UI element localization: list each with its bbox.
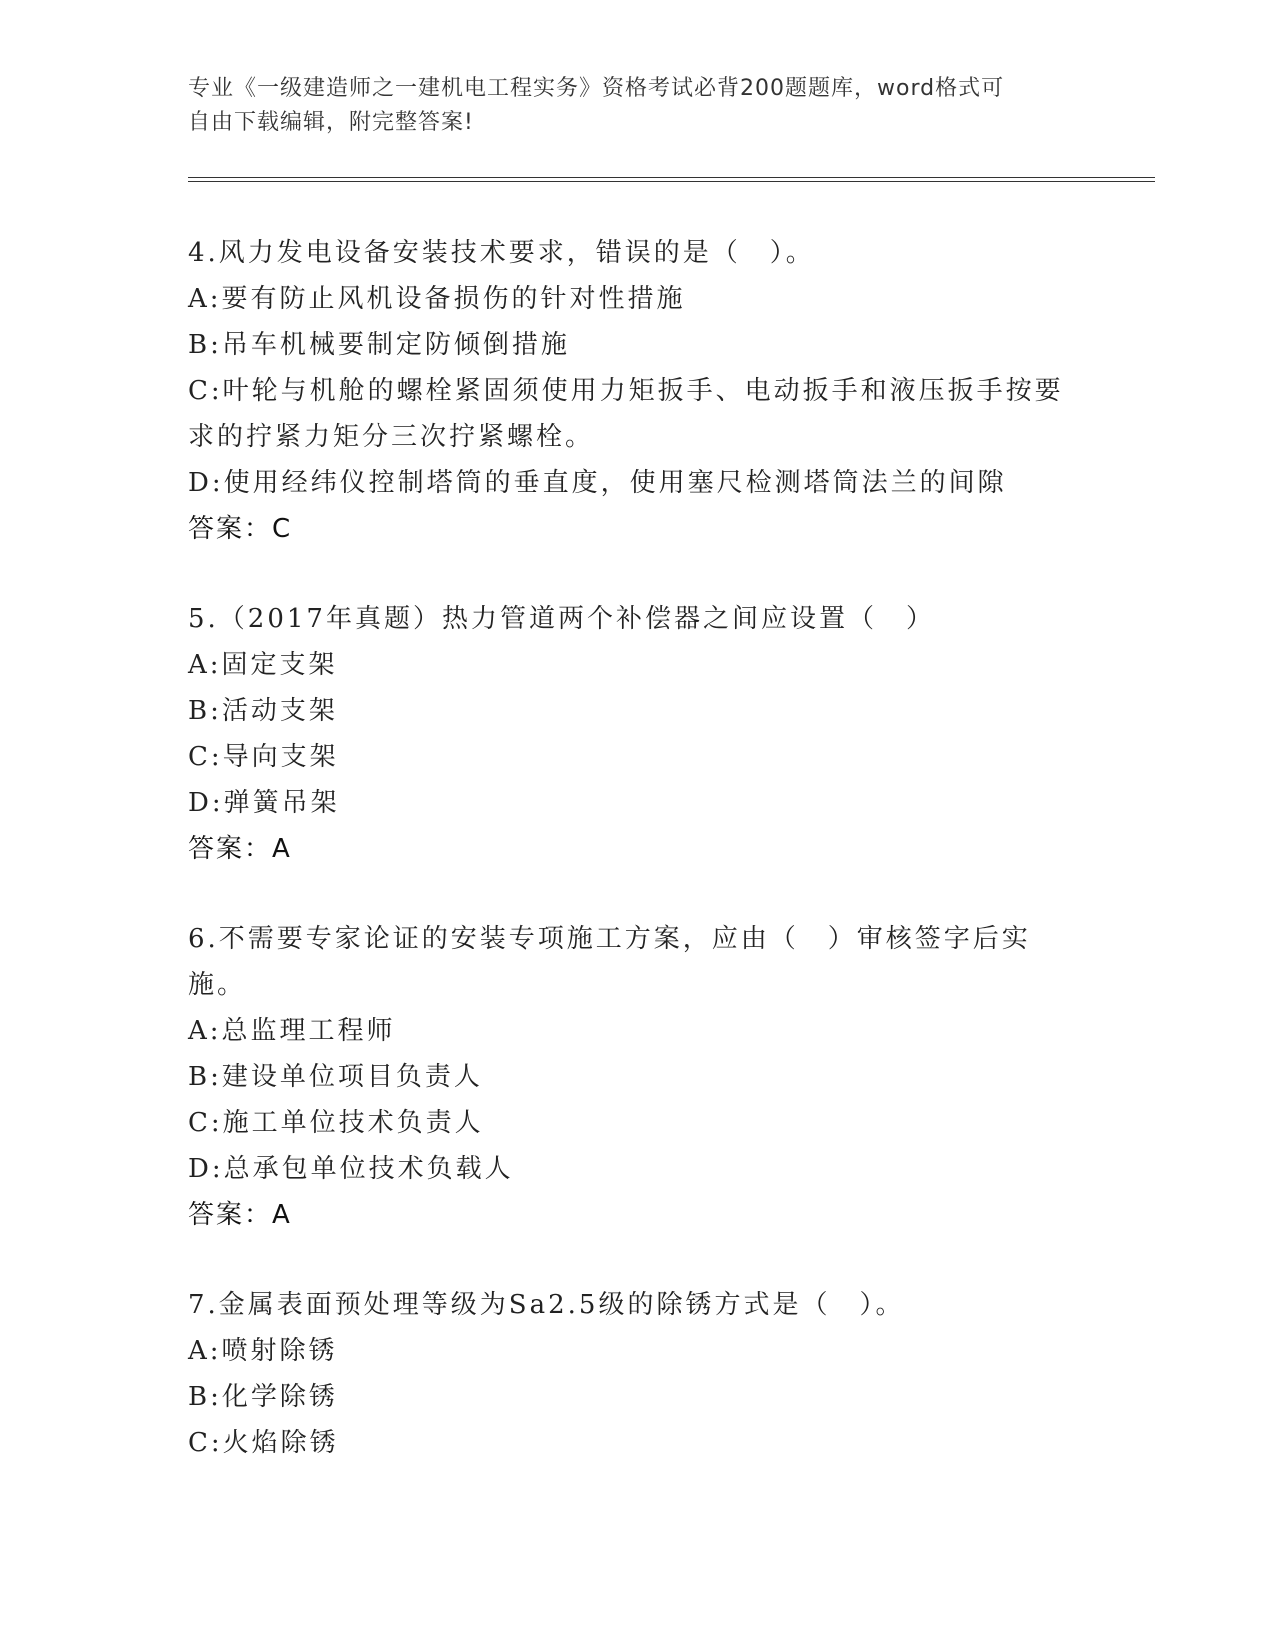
option-c: C:导向支架	[188, 742, 339, 772]
document-header	[188, 72, 1088, 140]
question-stem: 5.（2017年真题）热力管道两个补偿器之间应设置（ ）	[188, 604, 935, 634]
option-d: D:弹簧吊架	[188, 788, 340, 818]
question-stem: 6.不需要专家论证的安装专项施工方案，应由（ ）审核签字后实施。	[188, 924, 1031, 1000]
option-c: C:火焰除锈	[188, 1428, 339, 1458]
option-b: B:化学除锈	[188, 1382, 338, 1412]
answer-line: 答案：A	[188, 1200, 292, 1230]
question-5	[188, 596, 1088, 872]
option-b: B:活动支架	[188, 696, 338, 726]
question-stem: 4.风力发电设备安装技术要求，错误的是（ ）。	[188, 238, 815, 268]
header-intro-line-2: 自由下载编辑，附完整答案!	[188, 110, 474, 135]
option-c: C:施工单位技术负责人	[188, 1108, 484, 1138]
option-a: A:总监理工程师	[188, 1016, 396, 1046]
option-b: B:建设单位项目负责人	[188, 1062, 483, 1092]
option-a: A:喷射除锈	[188, 1336, 338, 1366]
question-stem: 7.金属表面预处理等级为Sa2.5级的除锈方式是（ ）。	[188, 1290, 905, 1320]
header-intro-line-1: 专业《一级建造师之一建机电工程实务》资格考试必背200题题库，word格式可	[188, 76, 1005, 101]
answer-line: 答案：C	[188, 514, 293, 544]
option-c: C:叶轮与机舱的螺栓紧固须使用力矩扳手、电动扳手和液压扳手按要求的拧紧力矩分三次拧紧螺栓。	[188, 376, 1064, 452]
option-d: D:总承包单位技术负载人	[188, 1154, 514, 1184]
question-6	[188, 916, 1088, 1238]
header-divider	[188, 177, 1155, 182]
question-4	[188, 230, 1088, 552]
option-b: B:吊车机械要制定防倾倒措施	[188, 330, 570, 360]
answer-line: 答案：A	[188, 834, 292, 864]
option-a: A:固定支架	[188, 650, 338, 680]
question-list	[188, 230, 1088, 1510]
option-d: D:使用经纬仪控制塔筒的垂直度，使用塞尺检测塔筒法兰的间隙	[188, 468, 1007, 498]
question-7	[188, 1282, 1088, 1466]
option-a: A:要有防止风机设备损伤的针对性措施	[188, 284, 686, 314]
